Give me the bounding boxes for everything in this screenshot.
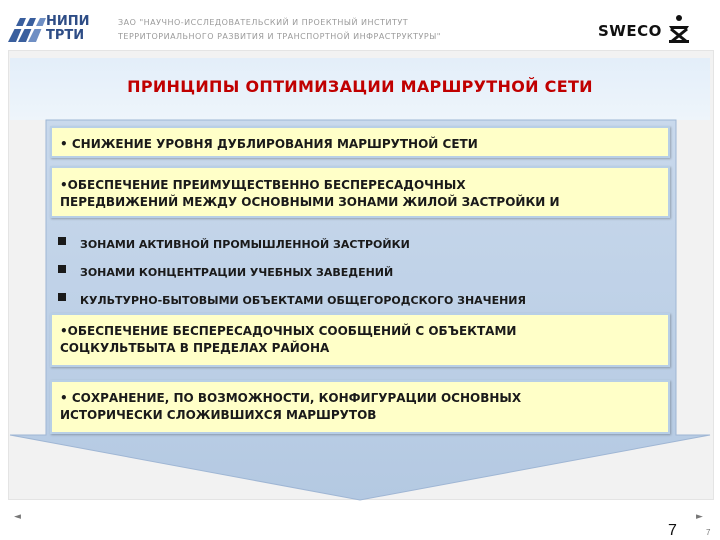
principle-2-line1: •ОБЕСПЕЧЕНИЕ ПРЕИМУЩЕСТВЕННО БЕСПЕРЕСАДОЧНЫХ: [60, 178, 466, 192]
principle-3-line1: •ОБЕСПЕЧЕНИЕ БЕСПЕРЕСАДОЧНЫХ СООБЩЕНИЙ С ОБЪЕКТАМИ: [60, 324, 517, 338]
square-bullet-icon: [58, 265, 66, 273]
principle-2-line2: ПЕРЕДВИЖЕНИЙ МЕЖДУ ОСНОВНЫМИ ЗОНАМИ ЖИЛОЙ ЗАСТРОЙКИ И: [60, 195, 560, 209]
nipi-trti-logo: [6, 14, 102, 44]
principle-3-line2: СОЦКУЛЬТБЫТА В ПРЕДЕЛАХ РАЙОНА: [60, 341, 330, 355]
principle-box-3: [50, 313, 670, 367]
sweco-logo-text: SWECO: [598, 22, 662, 40]
square-bullet-icon: [58, 293, 66, 301]
principle-4-line2: ИСТОРИЧЕСКИ СЛОЖИВШИХСЯ МАРШРУТОВ: [60, 408, 377, 422]
sub-item-3-text: КУЛЬТУРНО-БЫТОВЫМИ ОБЪЕКТАМИ ОБЩЕГОРОДСКОГО ЗНАЧЕНИЯ: [80, 294, 526, 307]
sweco-mark-icon: [666, 14, 692, 44]
sweco-logo: [598, 14, 694, 46]
principle-1-line1: • СНИЖЕНИЕ УРОВНЯ ДУБЛИРОВАНИЯ МАРШРУТНОЙ СЕТИ: [60, 137, 478, 151]
principle-4-line1: • СОХРАНЕНИЕ, ПО ВОЗМОЖНОСТИ, КОНФИГУРАЦИИ ОСНОВНЫХ: [60, 391, 522, 405]
principle-box-1: [50, 126, 670, 158]
org-line1: ЗАО "НАУЧНО-ИССЛЕДОВАТЕЛЬСКИЙ И ПРОЕКТНЫЙ ИНСТИТУТ: [118, 18, 409, 27]
square-bullet-icon: [58, 237, 66, 245]
prev-slide-button[interactable]: ◄: [14, 512, 21, 522]
logo-left-line1: НИПИ: [46, 14, 90, 29]
page-number: 7: [668, 522, 677, 539]
org-line2: ТЕРРИТОРИАЛЬНОГО РАЗВИТИЯ И ТРАНСПОРТНОЙ ИНФРАСТРУКТУРЫ": [118, 32, 441, 41]
principle-box-4: [50, 380, 670, 434]
organization-name: [118, 16, 441, 44]
page-title: ПРИНЦИПЫ ОПТИМИЗАЦИИ МАРШРУТНОЙ СЕТИ: [127, 77, 593, 96]
principle-box-2: [50, 166, 670, 218]
page-number-small: 7: [706, 528, 711, 537]
header: [0, 0, 720, 56]
logo-left-line2: ТРТИ: [46, 28, 85, 43]
next-slide-button[interactable]: ►: [696, 512, 703, 522]
sub-item-2-text: ЗОНАМИ КОНЦЕНТРАЦИИ УЧЕБНЫХ ЗАВЕДЕНИЙ: [80, 266, 394, 279]
sub-item-1-text: ЗОНАМИ АКТИВНОЙ ПРОМЫШЛЕННОЙ ЗАСТРОЙКИ: [80, 238, 410, 251]
